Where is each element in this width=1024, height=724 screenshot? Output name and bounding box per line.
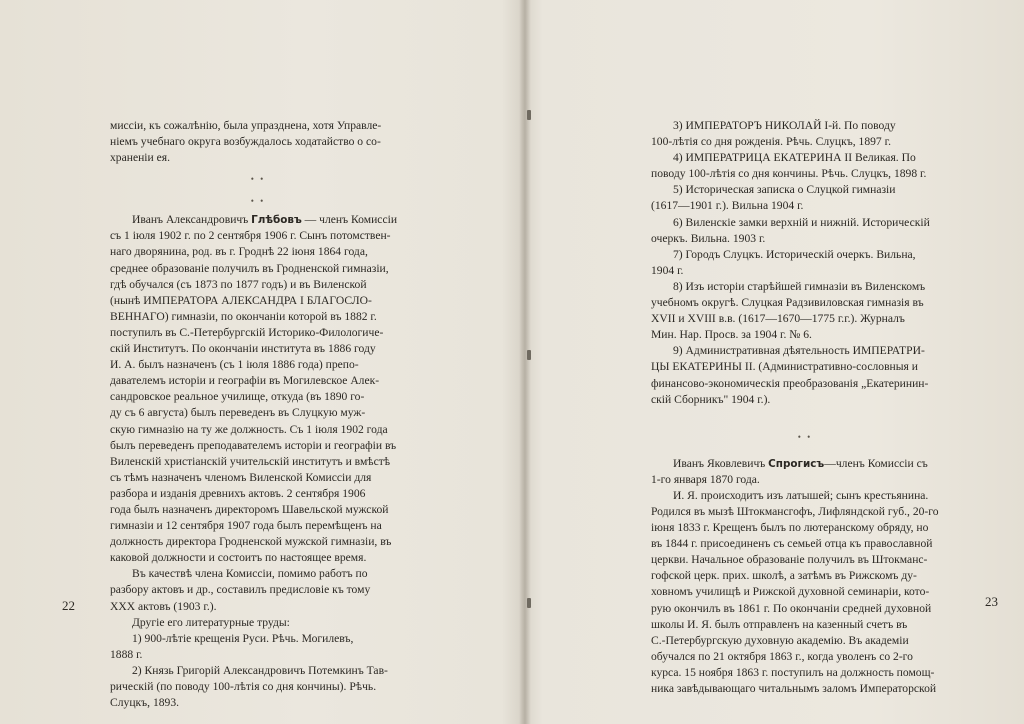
text-line: Виленскій христіанскій учительскій институтъ и вмѣстѣ (110, 454, 391, 468)
text-line: скій Институтъ. По окончаніи института въ 1886 году (110, 342, 376, 356)
left-text-column (110, 118, 406, 711)
text-line: поводу 100-лѣтія со дня кончины. Рѣчь. Слуцкъ, 1898 г. (651, 167, 927, 181)
text-line: рую окончилъ въ 1861 г. По окончаніи средней духовной (651, 601, 932, 615)
text-line: храненіи ея. (110, 151, 170, 165)
text-line: курса. 15 ноября 1863 г. поступилъ на должность помощ- (651, 665, 935, 679)
text-line: наго дворянина, род. въ г. Гроднѣ 22 іюня 1864 года, (110, 245, 368, 259)
text-line: 100-лѣтія со дня рожденія. Рѣчь. Слуцкъ, 1897 г. (651, 135, 891, 149)
text-line: школы И. Я. былъ отправленъ на казенный счетъ въ (651, 617, 908, 631)
text-line: 1904 г. (651, 263, 684, 277)
text-line: Другіе его литературные труды: (132, 615, 290, 629)
text-line: ніемъ учебнаго округа возбуждалось ходатайство о со- (110, 135, 381, 149)
bio-heading-line (110, 212, 406, 228)
text-line: (нынѣ ИМПЕРАТОРА АЛЕКСАНДРА I БЛАГОСЛО- (110, 293, 372, 307)
text-line: ховномъ училищѣ и Рижской духовной семинаріи, кото- (651, 585, 930, 599)
text-line: гимназіи и 12 сентября 1907 года былъ перемѣщенъ на (110, 519, 382, 533)
text-line: сандровское реальное училище, откуда (въ 1890 го- (110, 390, 365, 404)
text-line: іюня 1833 г. Крещенъ былъ по лютеранскому обряду, но (651, 521, 929, 535)
text-line: учебномъ округѣ. Слуцкая Радзивиловская гимназія въ (651, 296, 924, 310)
text-line: 3) ИМПЕРАТОРЪ НИКОЛАЙ I-й. По поводу (673, 119, 896, 132)
bio-name-prefix: Иванъ Александровичъ (132, 213, 252, 227)
text-line: Мин. Нар. Просв. за 1904 г. № 6. (651, 328, 812, 342)
section-separator: • • (250, 196, 266, 207)
text-line: 2) Князь Григорій Александровичъ Потемкинъ Тав- (132, 663, 388, 677)
text-line: XXX актовъ (1903 г.). (110, 599, 217, 613)
text-line: 8) Изъ исторіи старѣйшей гимназіи въ Виленскомъ (673, 279, 926, 293)
text-line: 9) Административная дѣятельность ИМПЕРАТРИ- (673, 344, 925, 358)
text-line: церкви. Начальное образованіе получилъ въ Штокманс- (651, 553, 928, 567)
text-line: обучался по 21 октября 1863 г., когда уволенъ со 2-го (651, 649, 913, 663)
text-line: гдѣ обучался (съ 1873 по 1877 годъ) и въ Виленской (110, 277, 367, 291)
right-page (530, 0, 1024, 724)
text-line: Родился въ мызѣ Штокмансгофъ, Лифляндской губ., 20-го (651, 504, 939, 518)
text-line: скій Сборникъ" 1904 г.). (651, 392, 771, 406)
text-line: былъ переведенъ преподавателемъ исторіи и географіи въ (110, 438, 397, 452)
text-line: каковой должности и состоитъ по настоящее время. (110, 551, 367, 565)
text-line: очеркъ. Вильна. 1903 г. (651, 231, 766, 245)
bio-name-prefix: Иванъ Яковлевичъ (673, 456, 769, 470)
text-line: финансово-экономическія преобразованія „Екатеринин- (651, 376, 929, 390)
bio-name: Спрогисъ (768, 457, 825, 470)
bio-heading-line (651, 456, 959, 472)
text-line: года былъ назначенъ директоромъ Шавельской мужской (110, 502, 389, 516)
text-line: 7) Городъ Слуцкъ. Историческій очеркъ. Вильна, (673, 247, 916, 261)
text-line: разбору актовъ и др., составилъ предисловіе къ тому (110, 583, 371, 597)
section-separator: • • (797, 431, 813, 442)
text-line: И. Я. происходитъ изъ латышей; сынъ крестьянина. (673, 488, 929, 502)
text-line: XVII и XVIII в.в. (1617—1670—1775 г.г.). Журналъ (651, 312, 905, 326)
text-line: С.-Петербургскую духовную академію. Въ академіи (651, 633, 909, 647)
text-line: Въ качествѣ члена Комиссіи, помимо работъ по (132, 567, 368, 581)
bio-heading-rest: —членъ Комиссіи съ (824, 456, 928, 470)
text-line: 1888 г. (110, 647, 143, 661)
text-line: среднее образованіе получилъ въ Гродненской гимназіи, (110, 261, 389, 275)
text-line: ника завѣдывающаго читальнымъ заломъ Императорской (651, 682, 937, 695)
text-line: разбора и изданія древнихъ актовъ. 2 сентября 1906 (110, 486, 366, 500)
text-line: скую гимназію на ту же должность. Съ 1 іюля 1902 года (110, 422, 388, 436)
text-line: миссіи, къ сожалѣнію, была упразднена, хотя Управле- (110, 119, 382, 132)
text-line: И. А. былъ назначенъ (съ 1 іюля 1886 года) препо- (110, 358, 359, 372)
text-line: ду съ 6 августа) былъ переведенъ въ Слуцкую муж- (110, 406, 366, 420)
text-line: ЦЫ ЕКАТЕРИНЫ II. (Административно-сословныя и (651, 360, 918, 374)
text-line: должность директора Гродненской мужской гимназіи, въ (110, 535, 392, 549)
text-line: Слуцкъ, 1893. (110, 696, 180, 710)
text-line: (1617—1901 г.). Вильна 1904 г. (651, 199, 804, 213)
text-line: съ 1 іюля 1902 г. по 2 сентября 1906 г. Сынъ потомствен- (110, 229, 391, 243)
section-separator: • • (250, 174, 266, 185)
text-line: 6) Виленскіе замки верхній и нижній. Историческій (673, 215, 930, 229)
bio-heading-rest: — членъ Комиссіи (301, 213, 398, 227)
text-line: 1) 900-лѣтіе крещенія Руси. Рѣчь. Могилевъ, (132, 631, 354, 645)
text-line: съ тѣмъ назначенъ членомъ Виленской Комиссіи для (110, 470, 372, 484)
text-line: 1-го января 1870 года. (651, 472, 760, 486)
text-line: 5) Историческая записка о Слуцкой гимназіи (673, 183, 896, 197)
text-line: рическій (по поводу 100-лѣтія со дня кончины). Рѣчь. (110, 680, 377, 693)
text-line: въ 1844 г. присоединенъ съ семьей отца къ православной (651, 537, 933, 551)
page-number: 23 (985, 594, 998, 609)
text-line: давателемъ исторіи и географіи въ Могилевское Алек- (110, 374, 380, 388)
text-line: ВЕННАГО) гимназіи, по окончаніи которой въ 1882 г. (110, 309, 377, 323)
text-line: 4) ИМПЕРАТРИЦА ЕКАТЕРИНА II Великая. По (673, 151, 916, 165)
text-line: гофской церк. прих. школѣ, а затѣмъ въ Рижскомъ ду- (651, 569, 917, 583)
right-text-column (651, 118, 959, 697)
bio-name: Глѣбовъ (251, 214, 302, 227)
text-line: поступилъ въ С.-Петербургскій Историко-Филологиче- (110, 325, 384, 339)
page-number: 22 (62, 598, 75, 613)
